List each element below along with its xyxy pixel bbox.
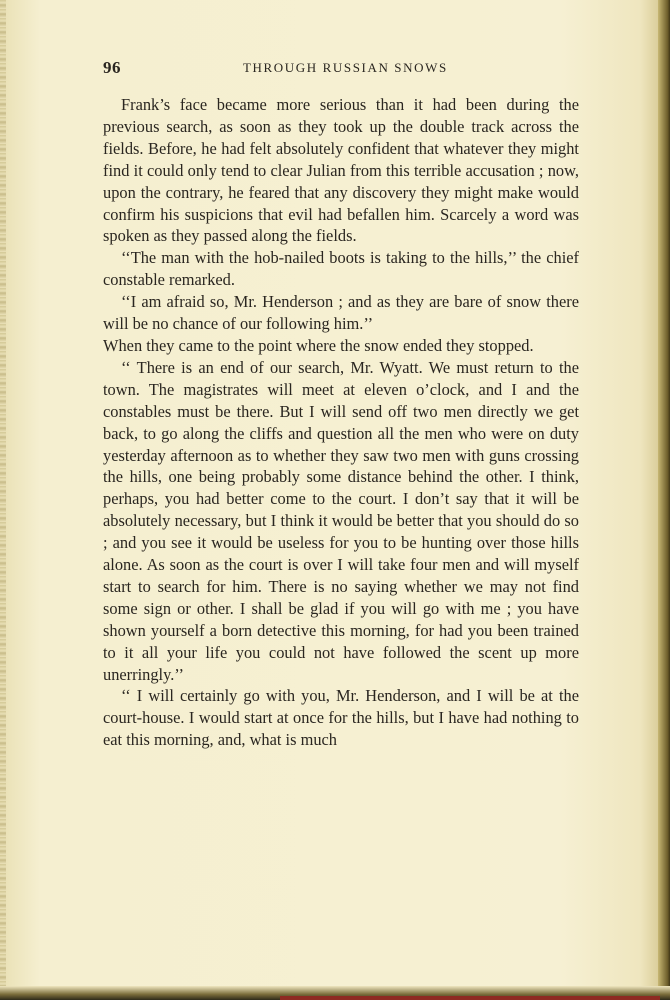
paragraph: ‘‘ I will certainly go with you, Mr. Henderson, and I will be at the court-house. I would start at once for the hills, but I have had nothing to eat this morning, and, what is much: [103, 686, 579, 750]
paragraph: Frank’s face became more serious than it had been during the previous search, as soon as they took up the double track across the fields. Before, he had felt absolutely confident that whatever they might find it could only tend to clear Julian from this terrible accusation ; now, upon the contrary, he feared that any discovery they might make would confirm his suspicions that evil had befallen him. Scarcely a word was spoken as they passed along the fields.: [103, 95, 579, 246]
paragraph: ‘‘The man with the hob-nailed boots is taking to the hills,’’ the chief constable remarked.: [103, 248, 579, 290]
body-text: [103, 94, 579, 751]
paragraph: When they came to the point where the snow ended they stopped.: [103, 335, 534, 355]
running-head: [103, 58, 579, 78]
paragraph: ‘‘I am afraid so, Mr. Henderson ; and as they are bare of snow there will be no chance of our following him.’’: [103, 292, 579, 334]
page-left-edge: [0, 0, 6, 1000]
binding-cloth-edge: [280, 996, 660, 1000]
page-right-edge: [658, 0, 670, 1000]
page-number: 96: [103, 58, 121, 77]
book-title: THROUGH RUSSIAN SNOWS: [243, 60, 448, 75]
paragraph: ‘‘ There is an end of our search, Mr. Wyatt. We must return to the town. The magistrates will meet at eleven o’clock, and I and the constables must be there. But I will send off two men directly we get back, to go along the cliffs and question all the men who were on duty yesterday afternoon as to whether they saw two men with guns crossing the hills, one being probably some distance behind the other. I think, perhaps, you had better come to the court. I don’t say that it will be absolutely necessary, but I think it would be better that you should do so ; and you see it would be useless for you to be hunting over those hills alone. As soon as the court is over I will take four men and will myself start to search for him. There is no saying whether we may not find some sign or other. I shall be glad if you will go with me ; you have shown yourself a born detective this morning, for had you been trained to it all your life you could not have followed the scent up more unerringly.’’: [103, 357, 579, 684]
